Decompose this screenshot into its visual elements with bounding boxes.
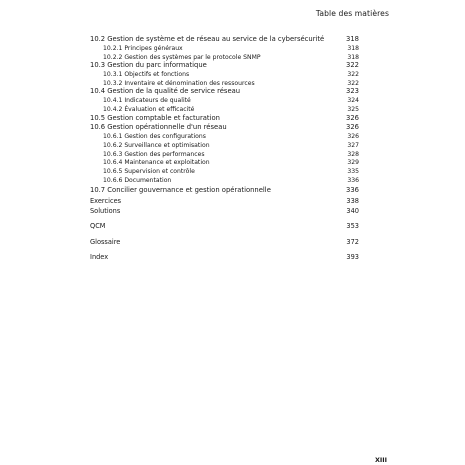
toc-entry-page: 325: [347, 106, 359, 113]
toc-entry: [0, 238, 465, 247]
toc-entry: [0, 132, 465, 141]
toc-entry-title: Glossaire: [90, 238, 121, 246]
toc-entry: [0, 87, 465, 96]
toc-entry-page: 372: [346, 238, 359, 246]
toc-entry-page: 326: [346, 123, 359, 131]
toc-entry: [0, 114, 465, 123]
toc-entry: [0, 61, 465, 70]
toc-entry-page: 318: [346, 35, 359, 43]
toc-entry-page: 338: [346, 197, 359, 205]
toc-entry-title: 10.6.4 Maintenance et exploitation: [103, 159, 210, 166]
toc-entry: [0, 35, 465, 44]
toc-entry: [0, 158, 465, 167]
toc-entry-title: 10.3.1 Objectifs et fonctions: [103, 71, 190, 78]
toc-entry-page: 393: [346, 253, 359, 261]
toc-entry: [0, 123, 465, 132]
toc-entry-title: 10.2.1 Principes généraux: [103, 45, 183, 52]
toc-entry-page: 326: [346, 114, 359, 122]
toc-entry-page: 336: [346, 186, 359, 194]
toc-entry-title: 10.6.1 Gestion des configurations: [103, 133, 206, 140]
toc-entry-title: 10.5 Gestion comptable et facturation: [90, 114, 220, 122]
toc-entry-page: 318: [347, 45, 359, 52]
toc-entry-title: Solutions: [90, 207, 121, 215]
toc-entry: [0, 197, 465, 206]
page-number: XIII: [374, 456, 387, 464]
toc-entry: [0, 186, 465, 195]
toc-entry-title: 10.2 Gestion de système et de réseau au service de la cybersécurité: [90, 35, 325, 43]
toc-entry-title: 10.4.2 Évaluation et efficacité: [103, 106, 195, 113]
toc-entry-page: 324: [347, 97, 359, 104]
toc-entry-page: 322: [346, 61, 359, 69]
toc-entry-page: 327: [347, 142, 359, 149]
running-header: Table des matières: [315, 9, 389, 18]
toc-entry: [0, 207, 465, 216]
toc-entry-title: QCM: [90, 222, 106, 230]
toc-entry-title: 10.6.2 Surveillance et optimisation: [103, 142, 210, 149]
toc-entry: [0, 253, 465, 262]
toc-entry: [0, 222, 465, 231]
toc-entry-page: 329: [347, 159, 359, 166]
toc-entry-page: 335: [347, 168, 359, 175]
toc-entry: [0, 141, 465, 150]
toc-entry-page: 326: [347, 133, 359, 140]
toc-entry-page: 328: [347, 151, 359, 158]
toc-entry: [0, 105, 465, 114]
toc-entry-page: 322: [347, 71, 359, 78]
toc-entry-title: 10.6 Gestion opérationnelle d'un réseau: [90, 123, 227, 131]
toc-entry: [0, 167, 465, 176]
toc-entry-title: 10.2.2 Gestion des systèmes par le protocole SNMP: [103, 54, 261, 61]
toc-entry: [0, 176, 465, 185]
toc-entry-page: 353: [346, 222, 359, 230]
toc-entry-page: 322: [347, 80, 359, 87]
toc-entry: [0, 44, 465, 53]
toc-entry-title: Index: [90, 253, 109, 261]
toc-entry-title: 10.4 Gestion de la qualité de service réseau: [90, 87, 241, 95]
toc-entry-page: 336: [347, 177, 359, 184]
toc-entry-page: 340: [346, 207, 359, 215]
toc-entry-title: 10.6.3 Gestion des performances: [103, 151, 205, 158]
toc-entry-title: 10.4.1 Indicateurs de qualité: [103, 97, 191, 104]
toc-entry-title: 10.6.6 Documentation: [103, 177, 172, 184]
toc-entry-title: 10.3.2 Inventaire et dénomination des ressources: [103, 80, 255, 87]
toc-entry: [0, 96, 465, 105]
toc-entry-title: Exercices: [90, 197, 122, 205]
toc-entry: [0, 70, 465, 79]
toc-entry-title: 10.6.5 Supervision et contrôle: [103, 168, 195, 175]
toc-entry-page: 318: [347, 54, 359, 61]
toc-entry-title: 10.7 Concilier gouvernance et gestion opérationnelle: [90, 186, 271, 194]
toc-entry-page: 323: [346, 87, 359, 95]
toc-entry-title: 10.3 Gestion du parc informatique: [90, 61, 207, 69]
